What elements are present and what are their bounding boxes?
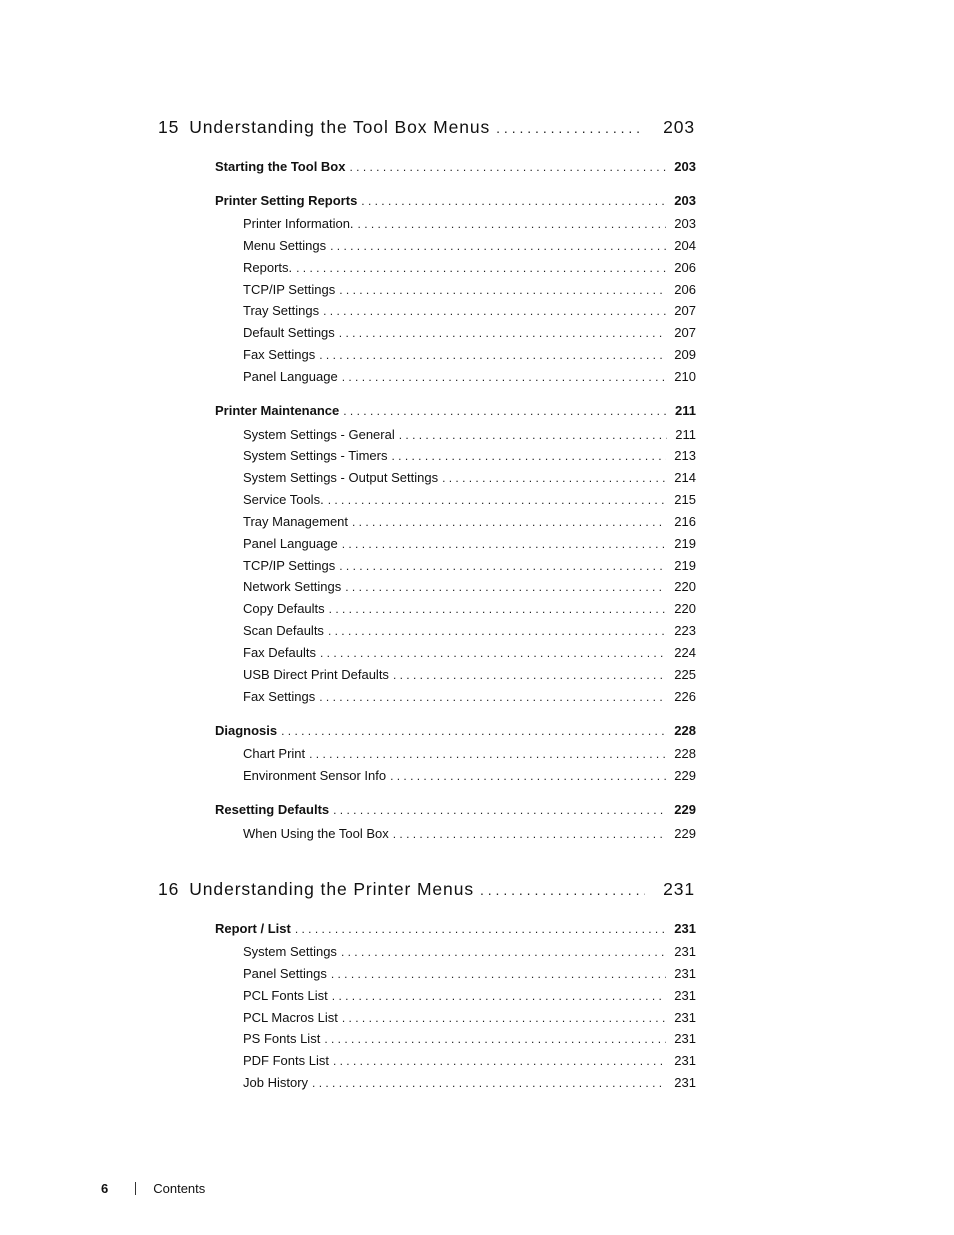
footer-section-label: Contents bbox=[153, 1181, 206, 1196]
dot-leader bbox=[281, 723, 666, 739]
dot-leader bbox=[391, 448, 666, 464]
entry-title: Panel Language bbox=[243, 369, 338, 384]
dot-leader bbox=[320, 645, 666, 661]
dot-leader bbox=[390, 768, 666, 784]
dot-leader bbox=[319, 347, 666, 363]
dot-leader bbox=[323, 303, 666, 319]
toc-subsection-entry[interactable] bbox=[243, 966, 696, 982]
toc-subsection-entry[interactable] bbox=[243, 427, 696, 443]
dot-leader bbox=[349, 159, 666, 175]
toc-subsection-entry[interactable] bbox=[243, 369, 696, 385]
toc-section-entry[interactable] bbox=[215, 921, 696, 937]
dot-leader bbox=[312, 1075, 666, 1091]
dot-leader bbox=[361, 193, 666, 209]
entry-title: Default Settings bbox=[243, 325, 335, 340]
entry-page-number: 228 bbox=[674, 723, 696, 738]
chapter-heading[interactable] bbox=[158, 879, 695, 900]
entry-title: PS Fonts List bbox=[243, 1031, 321, 1046]
dot-leader bbox=[339, 558, 666, 574]
dot-leader bbox=[328, 623, 666, 639]
toc-subsection-entry[interactable] bbox=[243, 988, 696, 1004]
dot-leader bbox=[331, 966, 666, 982]
footer-page-number: 6 bbox=[101, 1181, 109, 1196]
entry-page-number: 231 bbox=[674, 921, 696, 936]
dot-leader bbox=[309, 746, 666, 762]
dot-leader bbox=[345, 579, 666, 595]
toc-subsection-entry[interactable] bbox=[243, 689, 696, 705]
toc-subsection-entry[interactable] bbox=[243, 216, 696, 232]
dot-leader bbox=[358, 216, 667, 232]
entry-page-number: 231 bbox=[674, 1031, 696, 1046]
toc-subsection-entry[interactable] bbox=[243, 601, 696, 617]
entry-title: Starting the Tool Box bbox=[215, 159, 346, 174]
dot-leader bbox=[442, 470, 666, 486]
toc-subsection-entry[interactable] bbox=[243, 1053, 696, 1069]
dot-leader bbox=[343, 403, 667, 419]
entry-page-number: 229 bbox=[674, 802, 696, 817]
entry-page-number: 226 bbox=[674, 689, 696, 704]
toc-subsection-entry[interactable] bbox=[243, 448, 696, 464]
entry-title: Scan Defaults bbox=[243, 623, 324, 638]
entry-page-number: 219 bbox=[674, 536, 696, 551]
entry-page-number: 203 bbox=[674, 159, 696, 174]
entry-title: Resetting Defaults bbox=[215, 802, 330, 817]
chapter-title: Understanding the Printer Menus bbox=[189, 879, 474, 899]
toc-subsection-entry[interactable] bbox=[243, 746, 696, 762]
footer-divider bbox=[135, 1182, 136, 1195]
dot-leader bbox=[496, 120, 645, 136]
chapter-page-number: 203 bbox=[663, 117, 695, 137]
dot-leader bbox=[329, 601, 667, 617]
entry-page-number: 203 bbox=[674, 193, 696, 208]
entry-page-number: 228 bbox=[674, 746, 696, 761]
entry-page-number: 231 bbox=[674, 988, 696, 1003]
entry-title: Tray Settings bbox=[243, 303, 320, 318]
entry-title: Printer Setting Reports bbox=[215, 193, 358, 208]
entry-page-number: 209 bbox=[674, 347, 696, 362]
dot-leader bbox=[352, 514, 666, 530]
entry-page-number: 231 bbox=[674, 966, 696, 981]
entry-title: Panel Settings bbox=[243, 966, 327, 981]
entry-page-number: 219 bbox=[674, 558, 696, 573]
toc-subsection-entry[interactable] bbox=[243, 558, 696, 574]
entry-title: System Settings - Timers bbox=[243, 448, 388, 463]
dot-leader bbox=[342, 1010, 666, 1026]
entry-page-number: 207 bbox=[674, 303, 696, 318]
toc-section-entry[interactable] bbox=[215, 193, 696, 209]
entry-page-number: 214 bbox=[674, 470, 696, 485]
dot-leader bbox=[332, 988, 667, 1004]
dot-leader bbox=[333, 802, 666, 818]
entry-page-number: 211 bbox=[675, 427, 696, 442]
entry-title: Panel Language bbox=[243, 536, 338, 551]
toc-subsection-entry[interactable] bbox=[243, 282, 696, 298]
toc-subsection-entry[interactable] bbox=[243, 260, 696, 276]
entry-title: Chart Print bbox=[243, 746, 306, 761]
entry-title: Printer Information. bbox=[243, 216, 354, 231]
entry-page-number: 204 bbox=[674, 238, 696, 253]
entry-title: PCL Macros List bbox=[243, 1010, 338, 1025]
entry-title: PDF Fonts List bbox=[243, 1053, 329, 1068]
toc-subsection-entry[interactable] bbox=[243, 303, 696, 319]
entry-page-number: 211 bbox=[675, 403, 696, 418]
entry-title: Network Settings bbox=[243, 579, 342, 594]
entry-page-number: 213 bbox=[674, 448, 696, 463]
entry-page-number: 231 bbox=[674, 1010, 696, 1025]
entry-page-number: 206 bbox=[674, 260, 696, 275]
toc-section-entry[interactable] bbox=[215, 802, 696, 818]
chapter-number: 15 bbox=[158, 117, 180, 137]
entry-page-number: 231 bbox=[674, 1053, 696, 1068]
toc-subsection-entry[interactable] bbox=[243, 768, 696, 784]
dot-leader bbox=[324, 1031, 666, 1047]
entry-title: TCP/IP Settings bbox=[243, 282, 336, 297]
entry-page-number: 206 bbox=[674, 282, 696, 297]
entry-page-number: 215 bbox=[674, 492, 696, 507]
toc-subsection-entry[interactable] bbox=[243, 347, 696, 363]
entry-title: Environment Sensor Info bbox=[243, 768, 387, 783]
entry-title: Copy Defaults bbox=[243, 601, 325, 616]
entry-title: When Using the Tool Box bbox=[243, 826, 389, 841]
entry-page-number: 203 bbox=[674, 216, 696, 231]
dot-leader bbox=[339, 282, 666, 298]
toc-section-entry[interactable] bbox=[215, 723, 696, 739]
entry-page-number: 216 bbox=[674, 514, 696, 529]
entry-page-number: 229 bbox=[674, 826, 696, 841]
toc-subsection-entry[interactable] bbox=[243, 667, 696, 683]
entry-title: Printer Maintenance bbox=[215, 403, 340, 418]
entry-title: Fax Settings bbox=[243, 347, 316, 362]
entry-page-number: 229 bbox=[674, 768, 696, 783]
entry-title: PCL Fonts List bbox=[243, 988, 328, 1003]
entry-page-number: 224 bbox=[674, 645, 696, 660]
chapter-page-number: 231 bbox=[663, 879, 695, 899]
entry-page-number: 223 bbox=[674, 623, 696, 638]
toc-subsection-entry[interactable] bbox=[243, 470, 696, 486]
toc-subsection-entry[interactable] bbox=[243, 826, 696, 842]
entry-page-number: 207 bbox=[674, 325, 696, 340]
entry-page-number: 231 bbox=[674, 944, 696, 959]
dot-leader bbox=[342, 369, 667, 385]
toc-section-entry[interactable] bbox=[215, 403, 696, 419]
entry-page-number: 225 bbox=[674, 667, 696, 682]
dot-leader bbox=[341, 944, 666, 960]
dot-leader bbox=[393, 826, 667, 842]
entry-title: System Settings bbox=[243, 944, 337, 959]
toc-subsection-entry[interactable] bbox=[243, 238, 696, 254]
toc-subsection-entry[interactable] bbox=[243, 579, 696, 595]
dot-leader bbox=[319, 689, 666, 705]
entry-title: Report / List bbox=[215, 921, 291, 936]
chapter-number: 16 bbox=[158, 879, 180, 899]
entry-title: Tray Management bbox=[243, 514, 349, 529]
entry-title: Service Tools. bbox=[243, 492, 324, 507]
toc-section-entry[interactable] bbox=[215, 159, 696, 175]
dot-leader bbox=[328, 492, 667, 508]
toc-subsection-entry[interactable] bbox=[243, 492, 696, 508]
dot-leader bbox=[295, 921, 666, 937]
toc-subsection-entry[interactable] bbox=[243, 514, 696, 530]
dot-leader bbox=[339, 325, 667, 341]
entry-page-number: 220 bbox=[674, 601, 696, 616]
chapter-heading[interactable] bbox=[158, 117, 695, 138]
toc-subsection-entry[interactable] bbox=[243, 645, 696, 661]
toc-subsection-entry[interactable] bbox=[243, 623, 696, 639]
entry-page-number: 220 bbox=[674, 579, 696, 594]
entry-page-number: 210 bbox=[674, 369, 696, 384]
entry-title: USB Direct Print Defaults bbox=[243, 667, 389, 682]
toc-subsection-entry[interactable] bbox=[243, 1031, 696, 1047]
entry-title: Fax Defaults bbox=[243, 645, 316, 660]
entry-title: System Settings - General bbox=[243, 427, 395, 442]
toc-subsection-entry[interactable] bbox=[243, 1075, 696, 1091]
dot-leader bbox=[296, 260, 666, 276]
entry-title: TCP/IP Settings bbox=[243, 558, 336, 573]
dot-leader bbox=[393, 667, 666, 683]
dot-leader bbox=[480, 882, 645, 898]
dot-leader bbox=[342, 536, 667, 552]
entry-page-number: 231 bbox=[674, 1075, 696, 1090]
chapter-title: Understanding the Tool Box Menus bbox=[189, 117, 491, 137]
entry-title: Reports. bbox=[243, 260, 293, 275]
entry-title: Diagnosis bbox=[215, 723, 278, 738]
entry-title: Menu Settings bbox=[243, 238, 327, 253]
page-footer bbox=[101, 1181, 205, 1196]
dot-leader bbox=[399, 427, 668, 443]
dot-leader bbox=[333, 1053, 666, 1069]
entry-title: System Settings - Output Settings bbox=[243, 470, 439, 485]
entry-title: Job History bbox=[243, 1075, 309, 1090]
toc-subsection-entry[interactable] bbox=[243, 944, 696, 960]
toc-subsection-entry[interactable] bbox=[243, 1010, 696, 1026]
dot-leader bbox=[330, 238, 666, 254]
toc-subsection-entry[interactable] bbox=[243, 325, 696, 341]
toc-subsection-entry[interactable] bbox=[243, 536, 696, 552]
entry-title: Fax Settings bbox=[243, 689, 316, 704]
